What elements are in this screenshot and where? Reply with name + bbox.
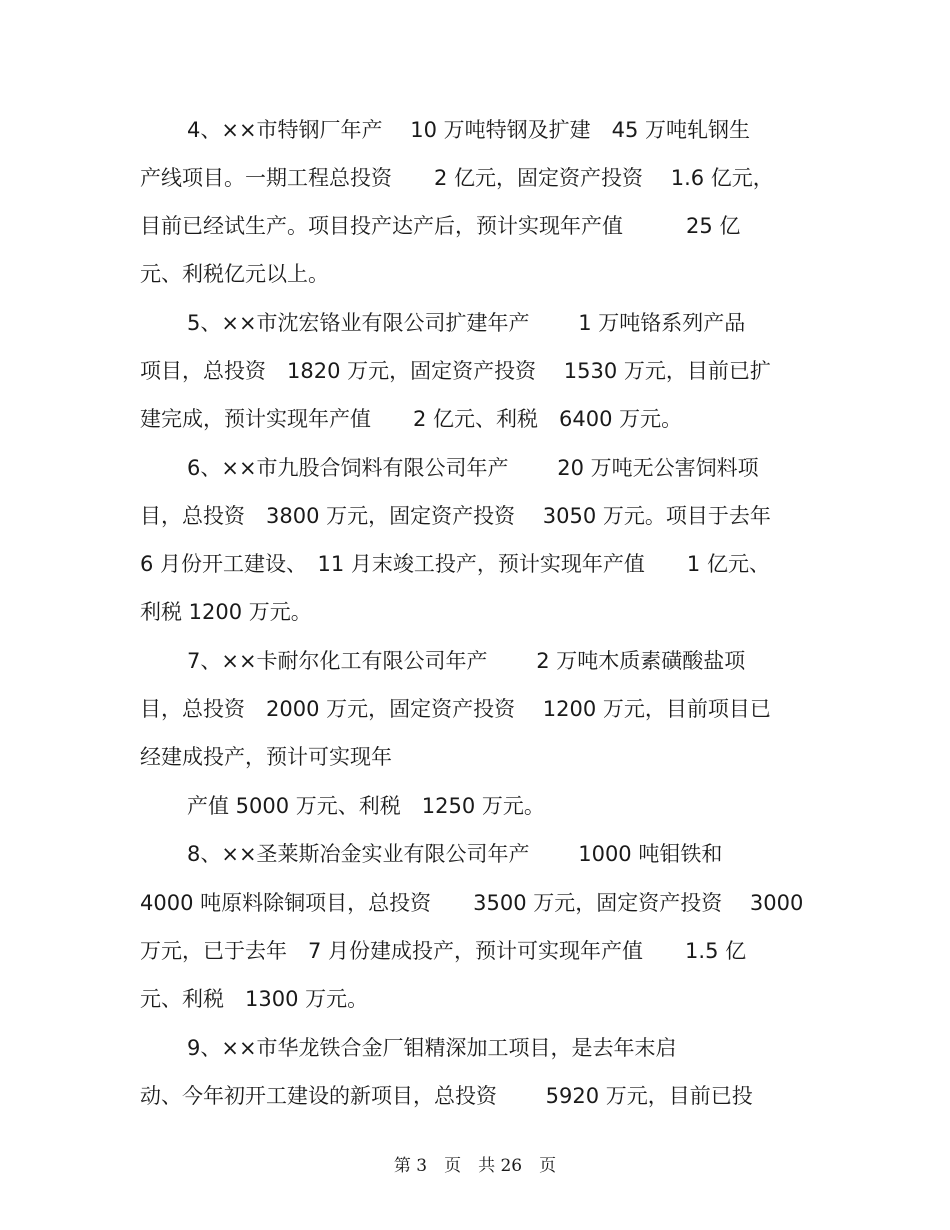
text-line: 项目，总投资 1820 万元，固定资产投资 1530 万元，目前已扩 [140,359,771,383]
page-footer: 第 3 页 共 26 页 [393,1156,557,1176]
text-line: 6 月份开工建设、 11 月末竣工投产，预计实现年产值 1 亿元、 [140,552,770,576]
text-line: 8、××圣莱斯冶金实业有限公司年产 1000 吨钼铁和 [187,842,723,866]
text-line: 利税 1200 万元。 [140,600,312,624]
text-line: 7、××卡耐尔化工有限公司年产 2 万吨木质素磺酸盐项 [187,649,746,673]
text-line: 目，总投资 2000 万元，固定资产投资 1200 万元，目前项目已 [140,697,771,721]
text-line: 9、××市华龙铁合金厂钼精深加工项目，是去年末启 [187,1036,677,1060]
text-line: 元、利税亿元以上。 [140,262,329,286]
text-line: 5、××市沈宏铬业有限公司扩建年产 1 万吨铬系列产品 [187,311,746,335]
text-line: 产值 5000 万元、利税 1250 万元。 [187,794,545,818]
text-line: 产线项目。一期工程总投资 2 亿元，固定资产投资 1.6 亿元， [140,166,774,190]
text-line: 动、今年初开工建设的新项目，总投资 5920 万元，目前已投 [140,1084,753,1108]
text-line: 经建成投产，预计可实现年 [140,745,392,769]
text-line: 目，总投资 3800 万元，固定资产投资 3050 万元。项目于去年 [140,504,771,528]
text-line: 建完成，预计实现年产值 2 亿元、利税 6400 万元。 [140,407,683,431]
text-line: 万元，已于去年 7 月份建成投产，预计可实现年产值 1.5 亿 [140,939,747,963]
text-line: 4000 吨原料除铜项目，总投资 3500 万元，固定资产投资 3000 [140,891,804,915]
text-line: 目前已经试生产。项目投产达产后，预计实现年产值 25 亿 [140,214,741,238]
text-line: 4、××市特钢厂年产 10 万吨特钢及扩建 45 万吨轧钢生 [187,118,751,142]
text-line: 6、××市九股合饲料有限公司年产 20 万吨无公害饲料项 [187,456,759,480]
text-line: 元、利税 1300 万元。 [140,987,369,1011]
